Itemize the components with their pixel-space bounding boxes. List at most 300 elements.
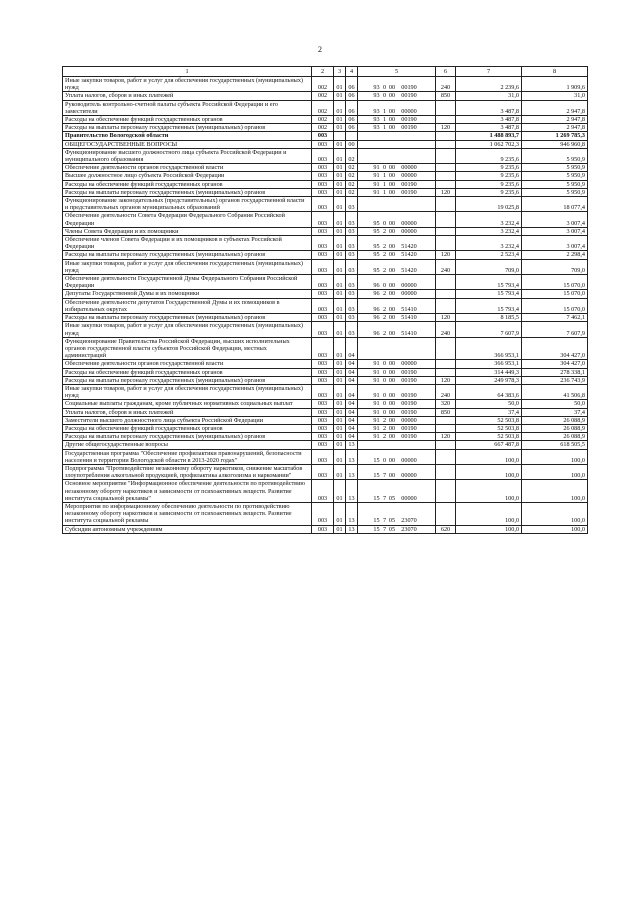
cell-ved: 003 (312, 368, 334, 376)
csr-part: 1 (382, 188, 387, 196)
csr-part: 00 (388, 164, 396, 172)
row-name: Основное мероприятие "Информационное обеспечение деятельности по противодействию незаконному обороту наркотиков и зависимости от психоактивных веществ. Развитие института социальной рекламы" (63, 480, 312, 503)
cell-pr: 13 (346, 502, 358, 525)
cell-pr: 13 (346, 449, 358, 464)
cell-amount-2: 5 950,9 (522, 148, 588, 163)
cell-pr: 02 (346, 188, 358, 196)
table-row (63, 384, 588, 399)
csr-part: 00190 (401, 424, 417, 432)
cell-vr: 120 (436, 124, 456, 132)
csr-part: 00000 (401, 227, 417, 235)
cell-vr (436, 275, 456, 290)
cell-amount-1: 52 503,8 (456, 424, 522, 432)
cell-ved: 003 (312, 132, 334, 140)
csr-part: 91 (373, 180, 380, 188)
table-row (63, 502, 588, 525)
cell-amount-1: 3 232,4 (456, 236, 522, 251)
cell-pr: 06 (346, 100, 358, 115)
csr-part: 00 (388, 424, 396, 432)
cell-ved: 003 (312, 384, 334, 399)
cell-amount-2: 31,0 (522, 92, 588, 100)
row-name: Расходы на выплаты персоналу государственных (муниципальных) органов (63, 188, 312, 196)
table-row (63, 290, 588, 298)
csr-part: 2 (382, 314, 387, 322)
cell-csr (358, 384, 436, 399)
cell-pr (346, 132, 358, 140)
cell-amount-2: 37,4 (522, 408, 588, 416)
csr-part: 00 (388, 456, 396, 464)
cell-ved: 003 (312, 236, 334, 251)
csr-part: 00190 (401, 124, 417, 132)
cell-csr (358, 424, 436, 432)
cell-amount-1: 100,0 (456, 464, 522, 479)
csr-part: 00 (388, 266, 396, 274)
cell-rz: 01 (334, 148, 346, 163)
row-name: Правительство Вологодской области (63, 132, 312, 140)
csr-part: 00190 (401, 408, 417, 416)
cell-vr (436, 480, 456, 503)
cell-pr: 04 (346, 376, 358, 384)
cell-ved: 003 (312, 188, 334, 196)
cell-ved: 003 (312, 408, 334, 416)
row-name: Высшее должностное лицо субъекта Российской Федерации (63, 172, 312, 180)
cell-pr: 00 (346, 140, 358, 148)
cell-rz: 01 (334, 180, 346, 188)
csr-part: 1 (382, 124, 387, 132)
csr-part: 2 (382, 290, 387, 298)
csr-part: 2 (382, 305, 387, 313)
cell-ved: 003 (312, 416, 334, 424)
csr-part: 00 (388, 329, 396, 337)
csr-part: 51410 (401, 314, 417, 322)
cell-amount-1: 100,0 (456, 480, 522, 503)
cell-vr (436, 298, 456, 313)
csr-part: 7 (382, 517, 387, 525)
cell-ved: 003 (312, 464, 334, 479)
csr-part: 00 (388, 433, 396, 441)
table-row (63, 124, 588, 132)
cell-ved: 003 (312, 400, 334, 408)
cell-amount-1: 1 062 702,3 (456, 140, 522, 148)
csr-part: 00000 (401, 290, 417, 298)
cell-rz: 01 (334, 298, 346, 313)
cell-amount-2: 618 505,5 (522, 441, 588, 449)
cell-vr (436, 424, 456, 432)
cell-pr: 13 (346, 441, 358, 449)
csr-part: 00000 (401, 416, 417, 424)
csr-part: 00190 (401, 116, 417, 124)
csr-part: 2 (382, 424, 387, 432)
row-name: Обеспечение деятельности органов государственной власти (63, 360, 312, 368)
cell-ved: 003 (312, 433, 334, 441)
row-name: ОБЩЕГОСУДАРСТВЕННЫЕ ВОПРОСЫ (63, 140, 312, 148)
header-cell: 3 (334, 67, 346, 77)
cell-pr: 03 (346, 251, 358, 259)
csr-part: 2 (382, 416, 387, 424)
cell-rz: 01 (334, 337, 346, 360)
cell-csr (358, 433, 436, 441)
cell-pr: 03 (346, 212, 358, 227)
csr-part: 2 (382, 266, 387, 274)
csr-part: 51420 (401, 251, 417, 259)
cell-pr: 04 (346, 400, 358, 408)
cell-csr (358, 100, 436, 115)
cell-vr (436, 360, 456, 368)
row-name: Руководитель контрольно-счетной палаты субъекта Российской Федерации и его заместители (63, 100, 312, 115)
csr-part: 00 (388, 408, 396, 416)
cell-ved: 003 (312, 424, 334, 432)
cell-rz: 01 (334, 424, 346, 432)
cell-csr (358, 322, 436, 337)
cell-amount-2: 7 607,9 (522, 322, 588, 337)
cell-amount-2: 3 007,4 (522, 227, 588, 235)
table-row (63, 322, 588, 337)
table-row (63, 188, 588, 196)
row-name: Расходы на обеспечение функций государственных органов (63, 180, 312, 188)
table-row (63, 337, 588, 360)
cell-ved: 003 (312, 212, 334, 227)
csr-part: 0 (382, 282, 387, 290)
cell-csr (358, 188, 436, 196)
cell-vr: 120 (436, 188, 456, 196)
cell-amount-2: 18 077,4 (522, 197, 588, 212)
cell-csr (358, 290, 436, 298)
row-name: Иные закупки товаров, работ и услуг для обеспечения государственных (муниципальных) нужд (63, 259, 312, 274)
row-name: Обеспечение деятельности Государственной Думы Федерального Собрания Российской Федерации (63, 275, 312, 290)
cell-ved: 003 (312, 275, 334, 290)
cell-amount-2: 50,0 (522, 400, 588, 408)
cell-rz: 01 (334, 116, 346, 124)
cell-ved: 003 (312, 259, 334, 274)
csr-part: 00 (388, 124, 396, 132)
cell-pr: 03 (346, 298, 358, 313)
cell-amount-1: 9 235,6 (456, 148, 522, 163)
cell-amount-2: 5 950,9 (522, 180, 588, 188)
cell-rz: 01 (334, 449, 346, 464)
cell-pr: 04 (346, 408, 358, 416)
cell-pr: 03 (346, 290, 358, 298)
cell-vr (436, 502, 456, 525)
csr-part: 00000 (401, 472, 417, 480)
cell-amount-1: 9 235,6 (456, 188, 522, 196)
cell-rz: 01 (334, 314, 346, 322)
csr-part: 00000 (401, 219, 417, 227)
cell-pr: 13 (346, 480, 358, 503)
cell-amount-1: 8 185,5 (456, 314, 522, 322)
csr-part: 95 (373, 266, 380, 274)
cell-csr (358, 164, 436, 172)
header-cell: 8 (522, 67, 588, 77)
cell-pr: 03 (346, 259, 358, 274)
cell-pr: 04 (346, 360, 358, 368)
cell-pr: 04 (346, 416, 358, 424)
cell-csr (358, 180, 436, 188)
cell-csr (358, 376, 436, 384)
row-name: Мероприятия по информационному обеспечению деятельности по противодействию незаконному обороту наркотиков и зависимости от психоактивных веществ. Развитие института социальной рекламы (63, 502, 312, 525)
table-row (63, 298, 588, 313)
cell-amount-2: 15 070,0 (522, 275, 588, 290)
csr-part: 51420 (401, 243, 417, 251)
cell-amount-1: 15 793,4 (456, 290, 522, 298)
cell-amount-1: 709,0 (456, 259, 522, 274)
csr-part: 00 (388, 360, 396, 368)
cell-rz: 01 (334, 124, 346, 132)
cell-amount-1: 15 793,4 (456, 275, 522, 290)
cell-amount-2: 100,0 (522, 525, 588, 533)
table-row (63, 197, 588, 212)
row-name: Другие общегосударственные вопросы (63, 441, 312, 449)
cell-rz: 01 (334, 525, 346, 533)
table-row (63, 132, 588, 140)
csr-part: 00190 (401, 433, 417, 441)
cell-amount-1: 3 232,4 (456, 212, 522, 227)
csr-part: 91 (373, 164, 380, 172)
cell-vr (436, 172, 456, 180)
csr-part: 00 (388, 376, 396, 384)
cell-csr (358, 464, 436, 479)
cell-csr (358, 124, 436, 132)
cell-csr (358, 197, 436, 212)
cell-amount-2: 1 269 785,3 (522, 132, 588, 140)
cell-rz: 01 (334, 322, 346, 337)
csr-part: 00 (388, 400, 396, 408)
cell-amount-1: 50,0 (456, 400, 522, 408)
cell-vr (436, 140, 456, 148)
cell-pr: 03 (346, 322, 358, 337)
cell-ved: 003 (312, 322, 334, 337)
cell-vr (436, 464, 456, 479)
cell-csr (358, 259, 436, 274)
budget-table (62, 66, 588, 534)
cell-amount-1: 7 607,9 (456, 322, 522, 337)
csr-part: 00000 (401, 172, 417, 180)
cell-vr: 120 (436, 433, 456, 441)
cell-csr (358, 116, 436, 124)
csr-part: 91 (373, 408, 380, 416)
header-row (63, 67, 588, 77)
cell-vr (436, 227, 456, 235)
csr-part: 00190 (401, 180, 417, 188)
csr-part: 91 (373, 392, 380, 400)
csr-part: 00 (388, 188, 396, 196)
cell-vr (436, 132, 456, 140)
cell-csr (358, 502, 436, 525)
row-name: Заместители высшего должностного лица субъекта Российской Федерации (63, 416, 312, 424)
cell-ved: 002 (312, 124, 334, 132)
csr-part: 00000 (401, 164, 417, 172)
csr-part: 91 (373, 400, 380, 408)
csr-part: 00000 (401, 107, 417, 115)
cell-vr: 240 (436, 384, 456, 399)
csr-part: 00 (388, 290, 396, 298)
cell-vr (436, 164, 456, 172)
cell-rz: 01 (334, 433, 346, 441)
cell-pr: 04 (346, 384, 358, 399)
cell-csr (358, 236, 436, 251)
row-name: Уплата налогов, сборов и иных платежей (63, 408, 312, 416)
csr-part: 23070 (401, 525, 417, 533)
cell-ved: 003 (312, 227, 334, 235)
csr-part: 51410 (401, 329, 417, 337)
cell-ved: 002 (312, 100, 334, 115)
page-number: 2 (318, 45, 322, 54)
cell-csr (358, 441, 436, 449)
cell-pr: 06 (346, 92, 358, 100)
row-name: Иные закупки товаров, работ и услуг для обеспечения государственных (муниципальных) нужд (63, 322, 312, 337)
csr-part: 00 (388, 305, 396, 313)
csr-part: 05 (388, 494, 396, 502)
cell-amount-2: 100,0 (522, 480, 588, 503)
csr-part: 00000 (401, 494, 417, 502)
header-cell: 6 (436, 67, 456, 77)
csr-part: 2 (382, 329, 387, 337)
row-name: Государственная программа "Обеспечение профилактики правонарушений, безопасности населения и территории Вологодской области в 2013-2020 годах" (63, 449, 312, 464)
cell-ved: 003 (312, 172, 334, 180)
cell-rz: 01 (334, 100, 346, 115)
table-row (63, 360, 588, 368)
cell-amount-1: 37,4 (456, 408, 522, 416)
table-row (63, 314, 588, 322)
cell-rz: 01 (334, 290, 346, 298)
cell-amount-2: 304 427,0 (522, 360, 588, 368)
csr-part: 00190 (401, 84, 417, 92)
cell-ved: 003 (312, 441, 334, 449)
csr-part: 95 (373, 219, 380, 227)
cell-csr (358, 212, 436, 227)
cell-rz: 01 (334, 77, 346, 92)
cell-rz: 01 (334, 480, 346, 503)
csr-part: 00190 (401, 392, 417, 400)
cell-amount-1: 100,0 (456, 502, 522, 525)
cell-vr: 120 (436, 376, 456, 384)
cell-pr: 13 (346, 525, 358, 533)
csr-part: 0 (382, 368, 387, 376)
csr-part: 15 (373, 472, 380, 480)
cell-rz: 01 (334, 384, 346, 399)
csr-part: 95 (373, 227, 380, 235)
cell-rz: 01 (334, 164, 346, 172)
csr-part: 91 (373, 376, 380, 384)
cell-rz (334, 132, 346, 140)
csr-part: 93 (373, 124, 380, 132)
cell-ved: 003 (312, 290, 334, 298)
csr-part: 00 (388, 116, 396, 124)
row-name: Расходы на выплаты персоналу государственных (муниципальных) органов (63, 124, 312, 132)
cell-amount-2: 100,0 (522, 502, 588, 525)
cell-rz: 01 (334, 227, 346, 235)
row-name: Обеспечение деятельности депутатов Государственной Думы и их помощников в избирательных округах (63, 298, 312, 313)
cell-rz: 01 (334, 236, 346, 251)
cell-vr: 320 (436, 400, 456, 408)
csr-part: 2 (382, 433, 387, 441)
cell-amount-2: 100,0 (522, 464, 588, 479)
row-name: Иные закупки товаров, работ и услуг для обеспечения государственных (муниципальных) нужд (63, 77, 312, 92)
cell-amount-1: 366 953,1 (456, 360, 522, 368)
cell-amount-2: 2 947,8 (522, 116, 588, 124)
cell-rz: 01 (334, 408, 346, 416)
cell-pr: 06 (346, 116, 358, 124)
cell-rz: 01 (334, 502, 346, 525)
csr-part: 91 (373, 172, 380, 180)
csr-part: 0 (382, 376, 387, 384)
cell-rz: 01 (334, 441, 346, 449)
cell-amount-2: 7 462,1 (522, 314, 588, 322)
cell-pr: 03 (346, 197, 358, 212)
csr-part: 00 (388, 392, 396, 400)
cell-amount-2: 304 427,0 (522, 337, 588, 360)
cell-amount-1: 3 487,8 (456, 100, 522, 115)
table-row (63, 140, 588, 148)
csr-part: 93 (373, 92, 380, 100)
cell-vr: 240 (436, 77, 456, 92)
cell-pr: 04 (346, 337, 358, 360)
csr-part: 00 (388, 251, 396, 259)
csr-part: 7 (382, 472, 387, 480)
cell-amount-1: 2 523,4 (456, 251, 522, 259)
csr-part: 0 (382, 219, 387, 227)
row-name: Расходы на выплаты персоналу государственных (муниципальных) органов (63, 251, 312, 259)
cell-amount-1: 366 953,1 (456, 337, 522, 360)
cell-pr: 06 (346, 124, 358, 132)
csr-part: 15 (373, 525, 380, 533)
cell-vr (436, 236, 456, 251)
csr-part: 00000 (401, 360, 417, 368)
table-row (63, 480, 588, 503)
table-row (63, 441, 588, 449)
csr-part: 00 (388, 416, 396, 424)
table-row (63, 449, 588, 464)
cell-rz: 01 (334, 464, 346, 479)
cell-rz: 01 (334, 197, 346, 212)
table-row (63, 400, 588, 408)
csr-part: 00000 (401, 282, 417, 290)
cell-vr (436, 148, 456, 163)
cell-pr: 04 (346, 368, 358, 376)
cell-vr (436, 290, 456, 298)
csr-part: 1 (382, 172, 387, 180)
table-row (63, 148, 588, 163)
row-name: Подпрограмма "Противодействие незаконному обороту наркотиков, снижение масштабов злоупотребления алкогольной продукцией, профилактика алкоголизма и наркомании" (63, 464, 312, 479)
cell-rz: 01 (334, 416, 346, 424)
csr-part: 51420 (401, 266, 417, 274)
cell-amount-1: 1 488 893,7 (456, 132, 522, 140)
cell-csr (358, 449, 436, 464)
csr-part: 05 (388, 517, 396, 525)
table-row (63, 368, 588, 376)
cell-amount-1: 52 503,8 (456, 433, 522, 441)
cell-csr (358, 92, 436, 100)
cell-rz: 01 (334, 172, 346, 180)
cell-pr: 03 (346, 236, 358, 251)
cell-amount-2: 5 950,9 (522, 172, 588, 180)
row-name: Расходы на обеспечение функций государственных органов (63, 368, 312, 376)
row-name: Расходы на выплаты персоналу государственных (муниципальных) органов (63, 314, 312, 322)
csr-part: 2 (382, 227, 387, 235)
cell-pr: 13 (346, 464, 358, 479)
cell-amount-2: 5 950,9 (522, 188, 588, 196)
cell-pr: 06 (346, 77, 358, 92)
cell-amount-1: 2 239,6 (456, 77, 522, 92)
cell-vr: 850 (436, 92, 456, 100)
cell-csr (358, 132, 436, 140)
cell-amount-2: 41 506,8 (522, 384, 588, 399)
row-name: Расходы на выплаты персоналу государственных (муниципальных) органов (63, 433, 312, 441)
table-row (63, 227, 588, 235)
cell-amount-1: 100,0 (456, 449, 522, 464)
cell-ved: 003 (312, 148, 334, 163)
cell-rz: 01 (334, 188, 346, 196)
cell-pr: 02 (346, 172, 358, 180)
